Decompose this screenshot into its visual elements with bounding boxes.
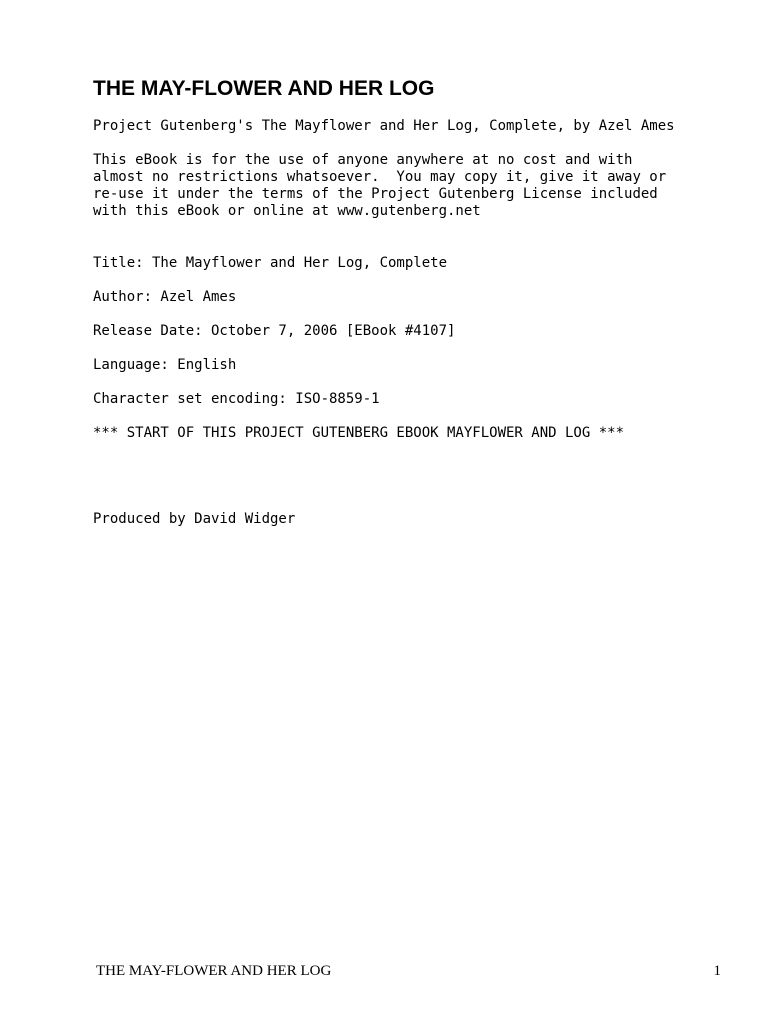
metadata-encoding: Character set encoding: ISO-8859-1	[93, 391, 380, 407]
license-line: re-use it under the terms of the Project Gutenberg License included	[93, 186, 658, 202]
intro-line: Project Gutenberg's The Mayflower and Her Log, Complete, by Azel Ames	[93, 118, 675, 134]
metadata-author: Author: Azel Ames	[93, 289, 237, 305]
license-line: almost no restrictions whatsoever. You may copy it, give it away or	[93, 169, 667, 185]
document-heading: THE MAY-FLOWER AND HER LOG	[93, 77, 435, 100]
metadata-title: Title: The Mayflower and Her Log, Complete	[93, 255, 448, 271]
metadata-language: Language: English	[93, 357, 237, 373]
license-line: with this eBook or online at www.gutenberg.net	[93, 203, 481, 219]
page-number: 1	[713, 963, 721, 979]
producer-credit: Produced by David Widger	[93, 511, 296, 527]
footer-running-title: THE MAY-FLOWER AND HER LOG	[96, 963, 332, 979]
start-marker: *** START OF THIS PROJECT GUTENBERG EBOOK MAYFLOWER AND LOG ***	[93, 425, 625, 441]
license-line: This eBook is for the use of anyone anywhere at no cost and with	[93, 152, 633, 168]
metadata-release-date: Release Date: October 7, 2006 [EBook #4107]	[93, 323, 456, 339]
